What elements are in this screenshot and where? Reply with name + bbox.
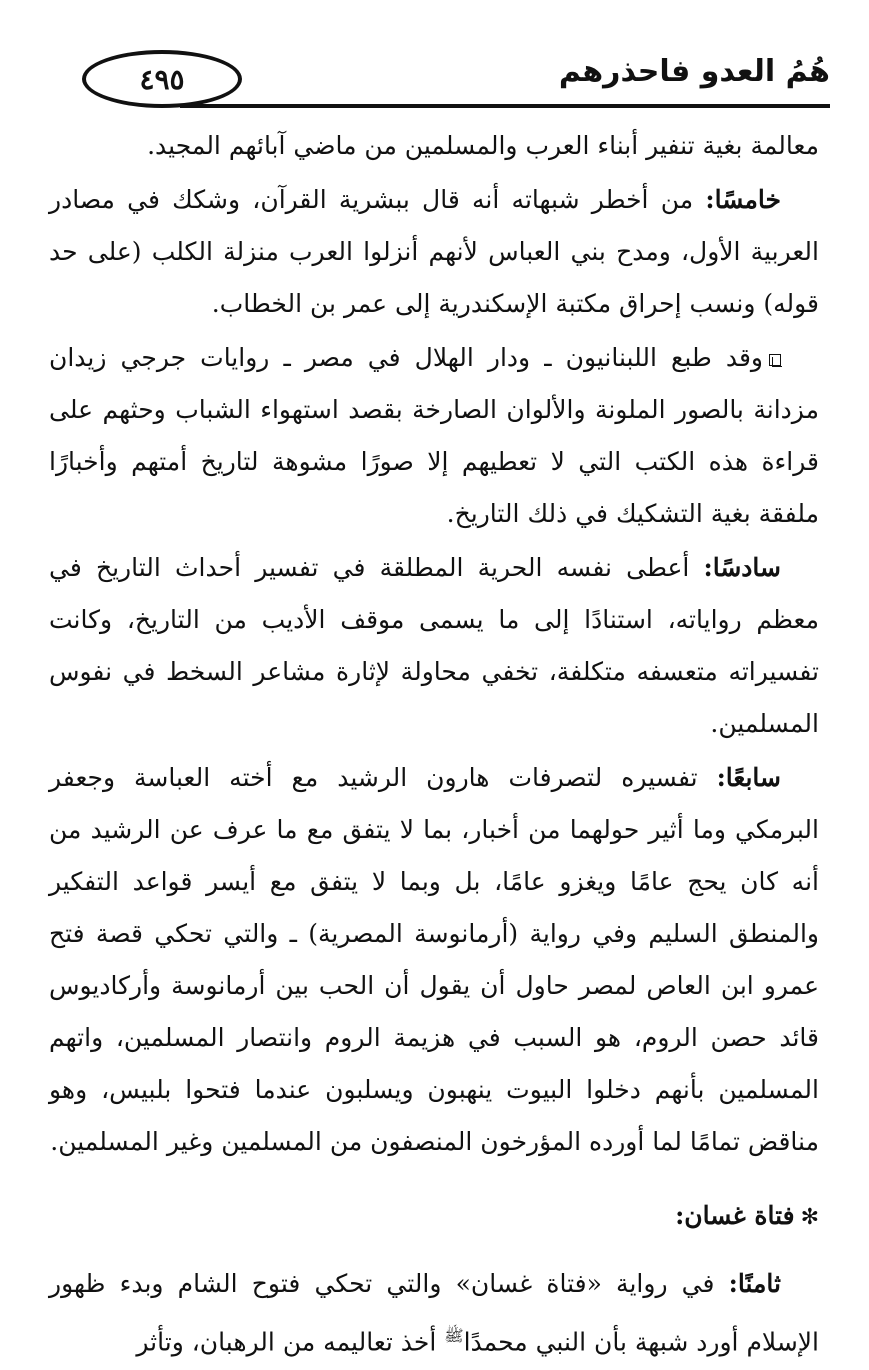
paragraph-text: معالمة بغية تنفير أبناء العرب والمسلمين من ماضي آبائهم المجيد.: [147, 131, 819, 160]
paragraph-text: وقد طبع اللبنانيون ـ ودار الهلال في مصر ـ روايات جرجي زيدان مزدانة بالصور الملونة والألوان الصارخة بقصد استهواء الشباب وحثهم على قراءة هذه الكتب التي لا تعطيهم إلا صورًا مشوهة لتاريخ أمتهم وأخبارًا ملفقة بغية التشكيك في ذلك التاريخ.: [49, 343, 819, 528]
paragraph-text: أعطى نفسه الحرية المطلقة في تفسير أحداث التاريخ في معظم رواياته، استنادًا إلى ما يسمى موقف الأديب من التاريخ، وكانت تفسيراته متعسفه متكلفة، تخفي محاولة لإثارة مشاعر السخط في نفوس المسلمين.: [49, 553, 819, 738]
main-text: [49, 120, 819, 1370]
paragraph-text: في رواية «فتاة غسان» والتي تحكي فتوح الشام وبدء ظهور الإسلام أورد شبهة بأن النبي محمدًا: [49, 1269, 819, 1357]
paragraph-fifth: [49, 174, 819, 330]
page-header: [70, 40, 830, 120]
honorific-glyph: ﷺ: [444, 1326, 464, 1345]
paragraph-sixth: [49, 542, 819, 750]
box-bullet-icon: [769, 354, 781, 366]
paragraph-lead: خامسًا:: [705, 185, 781, 214]
paragraph-lead: سادسًا:: [703, 553, 781, 582]
paragraph-lead: سابعًا:: [716, 763, 781, 792]
section-heading-text: فتاة غسان:: [675, 1201, 795, 1230]
paragraph-text: أخذ تعاليمه من الرهبان، وتأثر: [136, 1327, 445, 1357]
asterisk-icon: ✻: [800, 1205, 819, 1230]
page-number-frame: [82, 50, 242, 108]
page-number: ٤٩٥: [139, 62, 185, 96]
header-rule: [180, 104, 830, 108]
paragraph-eighth: [49, 1258, 819, 1368]
section-heading: [49, 1190, 819, 1244]
paragraph-text: من أخطر شبهاته أنه قال ببشرية القرآن، وشكك في مصادر العربية الأول، ومدح بني العباس لأنهم أنزلوا العرب منزلة الكلب (على حد قوله) ونسب إحراق مكتبة الإسكندرية إلى عمر بن الخطاب.: [49, 185, 819, 318]
paragraph-continuation: [49, 120, 819, 172]
paragraph-text: تفسيره لتصرفات هارون الرشيد مع أخته العباسة وجعفر البرمكي وما أثير حولهما من أخبار، بما لا يتفق مع ما عرف عن الرشيد من أنه كان يحج عامًا ويغزو عامًا، بل وبما لا يتفق مع أيسر قواعد التفكير والمنطق السليم وفي رواية (أرمانوسة المصرية) ـ والتي تحكي قصة فتح عمرو ابن العاص لمصر حاول أن يقول أن الحب بين أرمانوسة وأركاديوس قائد حصن الروم، هو السبب في هزيمة الروم وانتصار المسلمين، واتهم المسلمين بأنهم دخلوا البيوت ينهبون ويسلبون عندما فتحوا بلبيس، وهو مناقض تمامًا لما أورده المؤرخون المنصفون من المسلمين وغير المسلمين.: [49, 763, 819, 1156]
paragraph-note: [49, 332, 819, 540]
paragraph-lead: ثامنًا:: [728, 1269, 781, 1298]
paragraph-seventh: [49, 752, 819, 1168]
running-title: هُمُ العدو فاحذرهم: [558, 54, 830, 89]
